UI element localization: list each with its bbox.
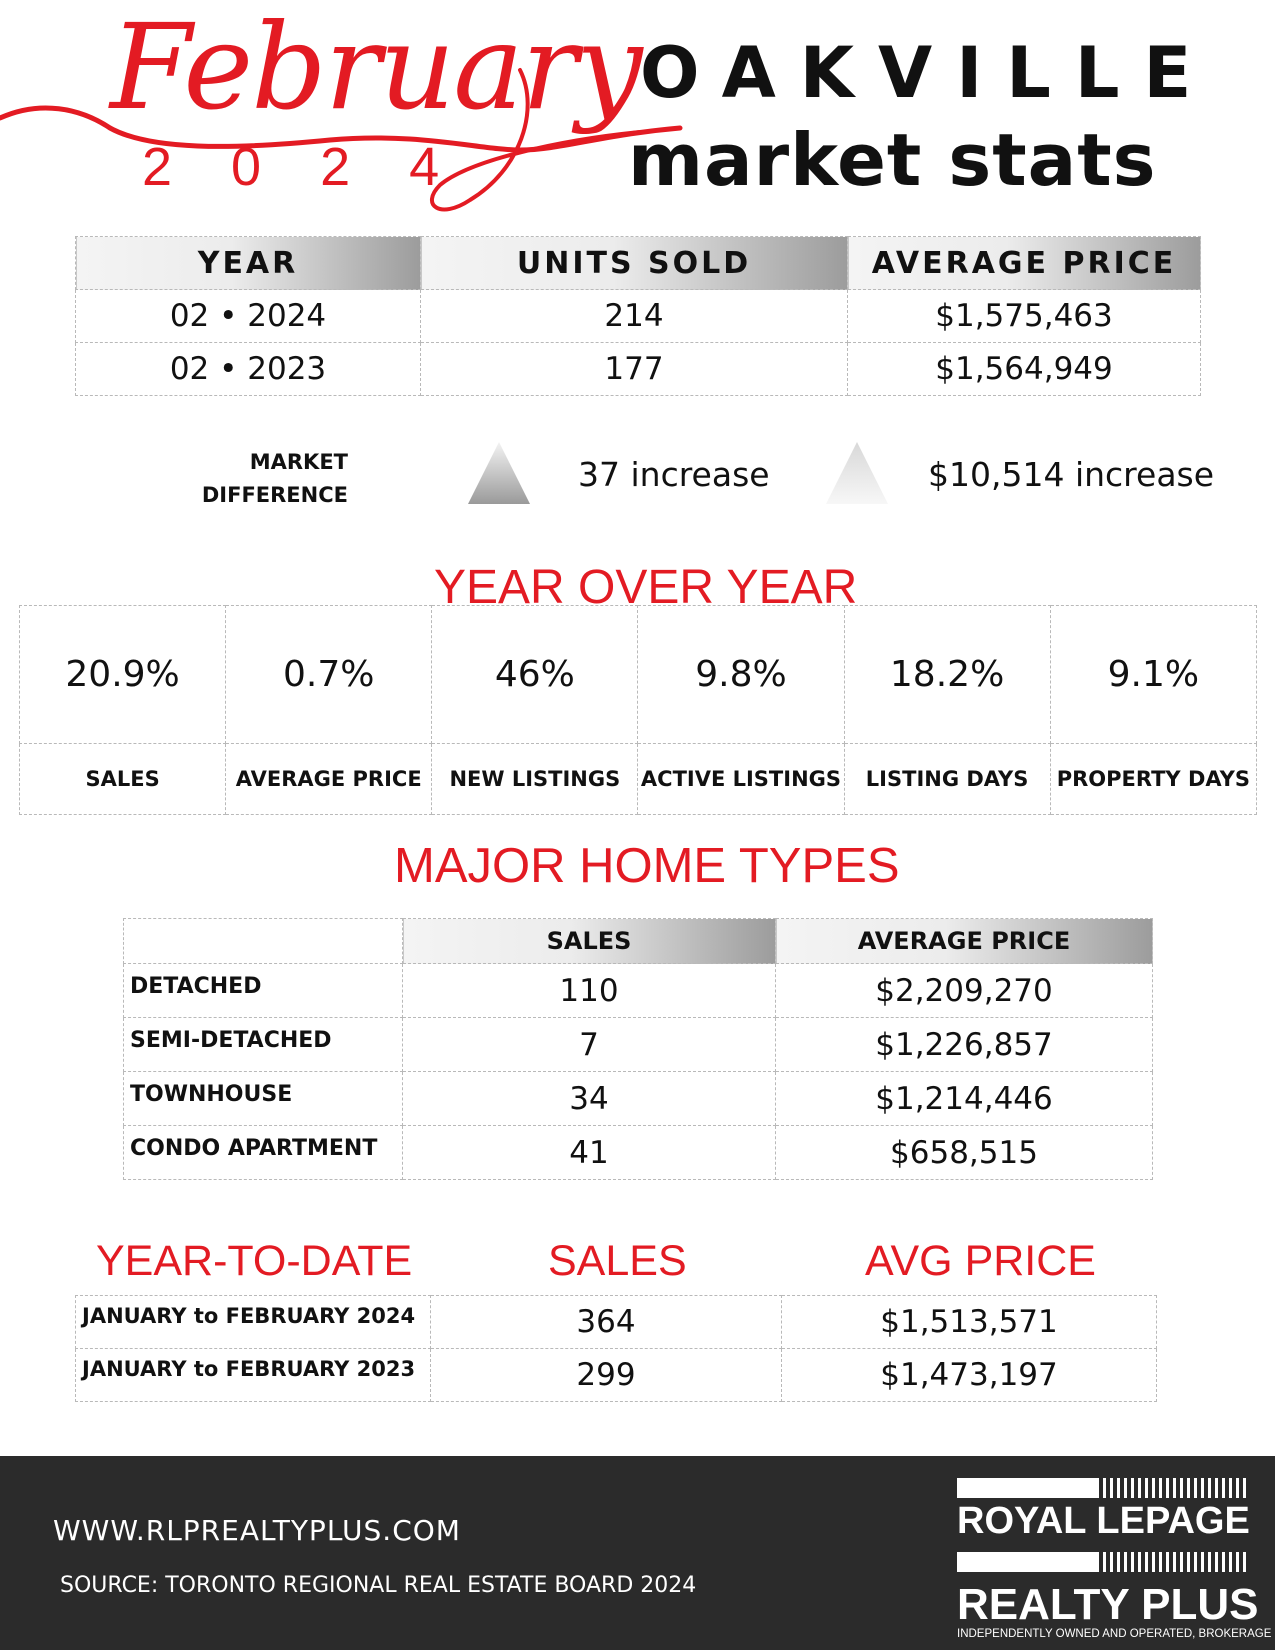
market-difference-label-line2: DIFFERENCE <box>201 483 348 507</box>
home-type-condo-apartment: CONDO APARTMENT <box>124 1126 403 1180</box>
yoy-value-sales: 20.9% <box>20 606 226 744</box>
yoy-value-listing-days: 18.2% <box>844 606 1050 744</box>
ytd-sales-heading: SALES <box>548 1237 687 1285</box>
yoy-value-new-listings: 46% <box>432 606 638 744</box>
header-year: 2 0 2 4 <box>142 137 462 197</box>
logo-line2: REALTY PLUS <box>957 1580 1259 1629</box>
yoy-label-active-listings: ACTIVE LISTINGS <box>638 744 844 815</box>
logo-bar-solid <box>957 1478 1099 1498</box>
summary-col-units: UNITS SOLD <box>421 237 848 290</box>
ytd-period-2023: JANUARY to FEBRUARY 2023 <box>76 1349 431 1402</box>
ytd-period-2024: JANUARY to FEBRUARY 2024 <box>76 1296 431 1349</box>
footer-website-link[interactable]: WWW.RLPREALTYPLUS.COM <box>53 1514 461 1547</box>
header-city: OAKVILLE <box>640 32 1216 114</box>
table-row <box>76 290 1201 343</box>
ytd-sales-2023: 299 <box>431 1349 782 1402</box>
header-month: February <box>110 0 641 136</box>
ytd-table <box>75 1295 1157 1402</box>
home-type-townhouse-sales: 34 <box>403 1072 776 1126</box>
yoy-label-average-price: AVERAGE PRICE <box>226 744 432 815</box>
home-type-detached: DETACHED <box>124 964 403 1018</box>
logo-tagline: INDEPENDENTLY OWNED AND OPERATED, BROKERAGE <box>957 1628 1272 1640</box>
royal-lepage-logo <box>957 1468 1272 1644</box>
ytd-price-heading: AVG PRICE <box>865 1237 1096 1285</box>
table-row <box>124 1126 1153 1180</box>
yoy-grid <box>19 605 1257 815</box>
home-types-header-row <box>124 919 1153 964</box>
footer-source: SOURCE: TORONTO REGIONAL REAL ESTATE BOARD 2024 <box>60 1573 697 1598</box>
home-type-condo-apartment-price: $658,515 <box>776 1126 1153 1180</box>
logo-bar-striped <box>1103 1478 1249 1498</box>
summary-col-price: AVERAGE PRICE <box>848 237 1201 290</box>
yoy-label-new-listings: NEW LISTINGS <box>432 744 638 815</box>
table-row <box>124 964 1153 1018</box>
summary-units-2023: 177 <box>421 343 848 396</box>
home-type-detached-sales: 110 <box>403 964 776 1018</box>
table-row <box>124 1018 1153 1072</box>
table-row <box>76 1349 1157 1402</box>
ytd-heading: YEAR-TO-DATE <box>96 1237 413 1285</box>
home-types-corner <box>124 919 403 964</box>
home-type-detached-price: $2,209,270 <box>776 964 1153 1018</box>
yoy-label-sales: SALES <box>20 744 226 815</box>
logo-line1: ROYAL LEPAGE <box>957 1500 1250 1542</box>
home-types-col-sales: SALES <box>403 919 776 964</box>
home-type-condo-apartment-sales: 41 <box>403 1126 776 1180</box>
summary-col-year: YEAR <box>76 237 421 290</box>
yoy-heading: YEAR OVER YEAR <box>434 561 858 614</box>
summary-price-2024: $1,575,463 <box>848 290 1201 343</box>
yoy-labels-row <box>20 744 1257 815</box>
summary-price-2023: $1,564,949 <box>848 343 1201 396</box>
home-type-townhouse-price: $1,214,446 <box>776 1072 1153 1126</box>
ytd-price-2023: $1,473,197 <box>782 1349 1157 1402</box>
yoy-value-property-days: 9.1% <box>1050 606 1256 744</box>
footer <box>0 1456 1275 1650</box>
yoy-values-row <box>20 606 1257 744</box>
table-row <box>124 1072 1153 1126</box>
market-difference-price: $10,514 increase <box>928 455 1215 494</box>
summary-header-row <box>76 237 1201 290</box>
home-type-townhouse: TOWNHOUSE <box>124 1072 403 1126</box>
home-types-col-price: AVERAGE PRICE <box>776 919 1153 964</box>
home-type-semi-detached-price: $1,226,857 <box>776 1018 1153 1072</box>
triangle-up-icon <box>466 440 532 506</box>
yoy-label-listing-days: LISTING DAYS <box>844 744 1050 815</box>
summary-year-2024: 02 • 2024 <box>76 290 421 343</box>
yoy-label-property-days: PROPERTY DAYS <box>1050 744 1256 815</box>
logo-bar-solid <box>957 1552 1099 1572</box>
ytd-sales-2024: 364 <box>431 1296 782 1349</box>
home-type-semi-detached: SEMI-DETACHED <box>124 1018 403 1072</box>
table-row <box>76 1296 1157 1349</box>
table-row <box>76 343 1201 396</box>
home-type-semi-detached-sales: 7 <box>403 1018 776 1072</box>
market-difference-label <box>202 446 348 512</box>
summary-year-2023: 02 • 2023 <box>76 343 421 396</box>
summary-units-2024: 214 <box>421 290 848 343</box>
summary-table <box>75 236 1201 396</box>
market-difference-label-line1: MARKET <box>249 450 348 474</box>
home-types-table <box>123 918 1153 1180</box>
home-types-heading: MAJOR HOME TYPES <box>394 839 900 893</box>
triangle-up-icon <box>824 440 890 506</box>
logo-bar-striped <box>1103 1552 1249 1572</box>
yoy-value-active-listings: 9.8% <box>638 606 844 744</box>
ytd-price-2024: $1,513,571 <box>782 1296 1157 1349</box>
header-subtitle: market stats <box>628 118 1157 202</box>
market-difference-units: 37 increase <box>578 455 770 494</box>
yoy-value-average-price: 0.7% <box>226 606 432 744</box>
